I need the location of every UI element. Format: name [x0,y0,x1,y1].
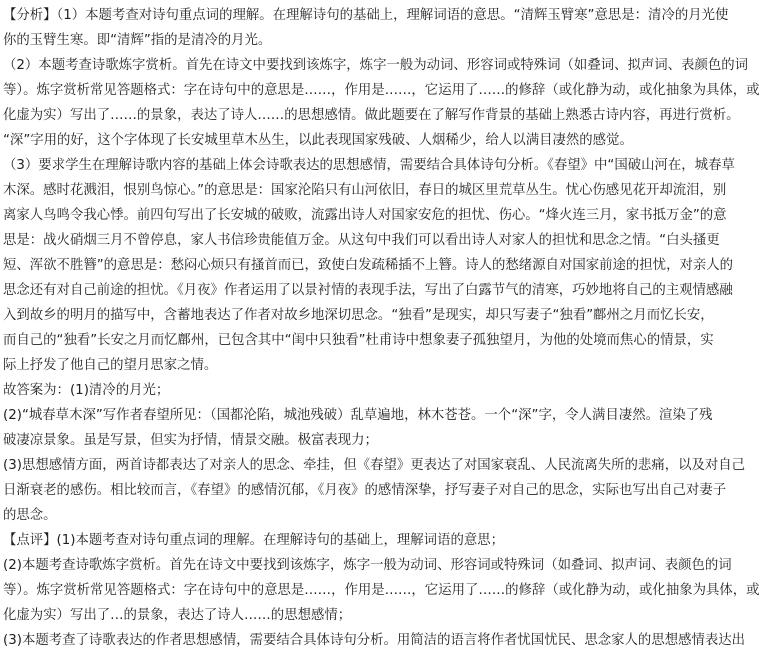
text-line: 而自己的“独看”长安之月而忆鄜州，已包含其中“闺中只独看”杜甫诗中想象妻子孤独望月，为他的处境而焦心的情景，实 [3,333,714,348]
text-line: 等）。炼字赏析常见答题格式：字在诗句中的意思是……，作用是……，它运用了……的修辞（或化静为动，或化抽象为具体，或 [3,83,760,98]
text-line: 你的玉臂生寒。即“清辉”指的是清冷的月光。 [3,33,272,48]
text-line: (2)“城春草木深”写作者春望所见：（国都沦陷，城池残破）乱草遍地，林木苍苍。一个“深”字，令人满目凄然。渲染了残 [3,408,713,423]
text-line: （3）要求学生在理解诗歌内容的基础上体会诗歌表达的思想感情，需要结合具体诗句分析。《春望》中“国破山河在，城春草 [3,158,735,173]
text-line: 短、浑欲不胜簪”的意思是：愁闷心烦只有搔首而已，致使白发疏稀插不上簪。诗人的愁绪源自对国家前途的担忧，对亲人的 [3,258,734,273]
text-line: 入到故乡的明月的描写中，含蓄地表达了作者对故乡地深切思念。“独看”是现实，却只写妻子“独看”鄜州之月而忆长安， [3,308,714,323]
text-line: 离家人鸟鸣令我心悸。前四句写出了长安城的破败，流露出诗人对国家安危的担忧、伤心。“烽火连三月，家书抵万金”的意 [3,208,727,223]
text-line: 等）。炼字赏析常见答题格式：字在诗句中的意思是……，作用是……，它运用了……的修辞（或化静为动，或化抽象为具体，或 [3,583,760,598]
text-line: 木深。感时花溅泪，恨别鸟惊心。”的意思是：国家沦陷只有山河依旧，春日的城区里荒草丛生。忧心伤感见花开却流泪，别 [3,183,727,198]
text-line: 化虚为实）写出了…的景象，表达了诗人……的思想感情； [3,608,352,623]
text-line: (2)本题考查诗歌炼字赏析。首先在诗文中要找到该炼字，炼字一般为动词、形容词或特殊词（如叠词、拟声词、表颜色的词 [3,558,732,573]
text-line: 思是：战火硝烟三月不曾停息，家人书信珍贵能值万金。从这句中我们可以看出诗人对家人的担忧和思念之情。“白头搔更 [3,233,720,248]
text-line: (3)本题考查了诗歌表达的作者思想感情，需要结合具体诗句分析。用简洁的语言将作者忧国忧民、思念家人的思想感情表达出 [3,633,746,648]
text-line: 思念还有对自己前途的担忧。《月夜》作者运用了以景衬情的表现手法，写出了白露节气的清寒，巧妙地将自己的主观情感融 [3,283,733,298]
text-line: “深”字用的好，这个字体现了长安城里草木丛生，以此表现国家残破、人烟稀少，给人以满目凄然的感觉。 [3,133,633,148]
text-line: 的思念。 [3,508,57,523]
text-line: (3)思想感情方面，两首诗都表达了对亲人的思念、牵挂，但《春望》更表达了对国家衰乱、人民流离失所的悲痛，以及对自己 [3,458,746,473]
text-line: 际上抒发了他自己的望月思家之情。 [3,358,218,373]
text-line: 【分析】（1）本题考查对诗句重点词的理解。在理解诗句的基础上，理解词语的意思。“清辉玉臂寒”意思是：清冷的月光使 [3,8,729,23]
text-line: 化虚为实）写出了……的景象，表达了诗人……的思想感情。做此题要在了解写作背景的基础上熟悉古诗内容，再进行赏析。 [3,108,740,123]
text-line: 破凄凉景象。虽是写景，但实为抒情，情景交融。极富表现力； [3,433,378,448]
text-line: 故答案为：(1)清冷的月光； [3,383,170,398]
text-line: 日渐衰老的感伤。相比较而言，《春望》的感情沉郁，《月夜》的感情深挚，抒写妻子对自己的思念，实际也写出自己对妻子 [3,483,727,498]
text-line: 【点评】(1)本题考查对诗句重点词的理解。在理解诗句的基础上，理解词语的意思； [3,533,505,548]
text-line: （2）本题考查诗歌炼字赏析。首先在诗文中要找到该炼字，炼字一般为动词、形容词或特殊词（如叠词、拟声词、表颜色的词 [3,58,748,73]
